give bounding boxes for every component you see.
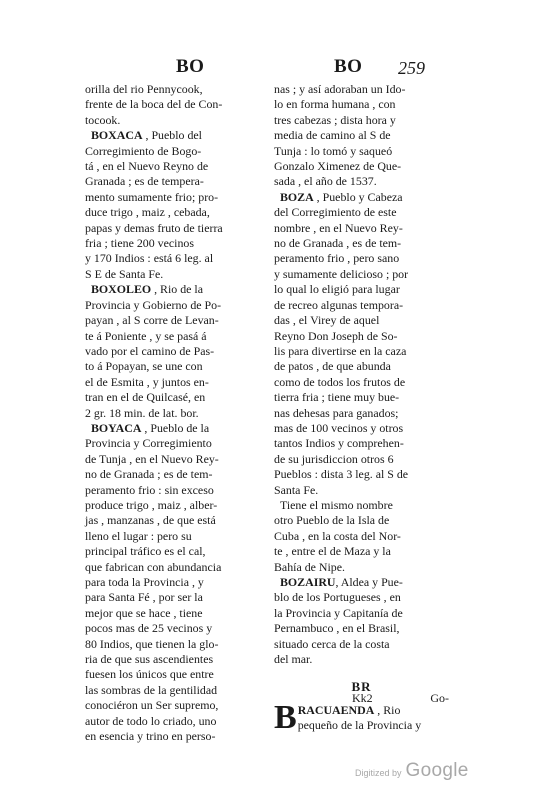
entry-line: to á Popayan, se une con [85,359,203,374]
entry-line: de patos , de que abunda [274,359,391,374]
dictionary-entry [274,82,449,190]
entry-headword: BOXOLEO [91,282,152,297]
entry-line-text: , Pueblo del [142,128,202,143]
entry-line: mas de 100 vecinos y otros [274,420,404,435]
entry-line [85,421,268,436]
dictionary-entry [274,498,449,575]
entry-line: situado cerca de la costa [274,636,390,651]
entry-line: tá , en el Nuevo Reyno de [85,159,209,174]
entry-line: el de Esmita , y juntos en- [85,374,209,389]
entry-line: autor de todo lo criado, uno [85,713,217,728]
dictionary-entry [85,282,268,421]
entry-line: 2 gr. 18 min. de lat. bor. [85,405,199,420]
dictionary-entry [85,82,268,128]
entry-line: Reyno Don Joseph de So- [274,328,398,343]
entry-line: peramento frio : sin exceso [85,482,214,497]
entry-line: no de Granada ; es de tem- [85,467,213,482]
entry-line: Tiene el mismo nombre [280,497,393,512]
entry-line: ria de que sus ascendientes [85,652,214,667]
entry-line [85,128,268,143]
entry-line: orilla del rio Pennycook, [85,82,203,96]
entry-line: en esencia y trino en perso- [85,729,216,744]
entry-headword: BOZAIRU [280,575,336,589]
dictionary-entry [274,190,449,498]
entry-line: mento sumamente frio; pro- [85,189,219,204]
entry-line: fuesen los únicos que entre [85,667,214,682]
entry-line: Corregimiento de Bogo- [85,143,202,158]
entry-line [274,190,449,205]
entry-line: Pernambuco , en el Brasil, [274,621,400,636]
entry-headword: BOYACA [91,420,142,435]
entry-line [85,282,268,297]
watermark-prefix: Digitized by [355,768,402,778]
entry-line-text: , Rio [374,702,401,717]
entry-line: pocos mas de 25 vecinos y [85,621,213,636]
google-logo: Google [405,760,469,781]
entry-line: como de todos los frutos de [274,374,406,389]
entry-line: del mar. [274,652,313,667]
entry-line [274,575,449,590]
entry-headword: BOZA [280,189,314,204]
entry-line: para toda la Provincia , y [85,575,204,589]
entry-line: 80 Indios, que tienen la glo- [85,636,219,651]
entry-line: S E de Santa Fe. [85,266,164,281]
entry-line: Bahía de Nipe. [274,559,345,574]
dictionary-entry [85,128,268,282]
entry-line: mejor que se hace , tiene [85,605,203,620]
entry-line: vado por el camino de Pas- [85,343,215,358]
catchword: Go- [430,691,449,705]
entry-line: Gonzalo Ximenez de Que- [274,159,402,174]
entry-line: lo en forma humana , con [274,97,396,112]
entry-line: del Corregimiento de este [274,205,397,220]
entry-line-text: , Pueblo de la [141,420,210,435]
entry-line: papas y demas fruto de tierra [85,220,223,235]
dictionary-entry [85,421,268,745]
drop-cap-letter: B [274,698,297,736]
entry-line: payan , al S corre de Levan- [85,313,219,328]
entry-line: de Tunja , en el Nuevo Rey- [85,451,219,466]
entry-line: nombre , en el Nuevo Rey- [274,220,403,235]
entry-line: tres cabezas ; dista hora y [274,112,396,127]
entry-line: lis para divertirse en la caza [274,343,407,358]
entry-line: para Santa Fé , por ser la [85,590,203,605]
entry-line: sada , el año de 1537. [274,174,377,189]
running-head [0,56,539,86]
entry-line: duce trigo , maiz , cebada, [85,205,210,220]
entry-headword: BOXACA [91,128,143,143]
section-heading-br: BR [351,679,372,695]
entry-line: frente de la boca del de Con- [85,97,223,112]
entry-line: otro Pueblo de la Isla de [274,513,390,528]
entry-line: de recreo algunas tempora- [274,297,404,312]
entry-line: las sombras de la gentilidad [85,682,218,697]
running-head-right: BO [334,56,363,77]
right-column [274,82,449,734]
right-column-entries [274,82,449,667]
entry-line: te , entre el de Maza y la [274,544,391,559]
entry-line: principal tráfico es el cal, [85,544,206,559]
dictionary-entry [274,575,449,667]
entry-line: te á Poniente , y se pasá á [85,328,207,343]
entry-line: Provincia y Gobierno de Po- [85,297,222,312]
entry-line: tran en el de Quilcasé, en [85,390,206,405]
page-number: 259 [398,58,425,78]
running-head-left: BO [176,56,205,77]
entry-line: nas dehesas para ganados; [274,405,399,420]
entry-line: Santa Fe. [274,482,319,497]
entry-line: de su jurisdiccion otros 6 [274,451,394,466]
entry-line: y 170 Indios : está 6 leg. al [85,251,214,266]
entry-line: conociéron un Ser supremo, [85,698,219,713]
entry-line: Tunja : lo tomó y saqueó [274,143,393,158]
entry-line: Provincia y Corregimiento [85,436,212,451]
left-column [85,82,268,744]
entry-line: peramento frio , pero sano [274,251,400,266]
entry-line: tocook. [85,112,121,127]
entry-line: que fabrican con abundancia [85,559,222,574]
entry-line: jas , manzanas , de que está [85,513,216,528]
entry-line: la Provincia y Capitanía de [274,605,403,620]
entry-line: pequeño de la Provincia y [297,718,422,733]
entry-headword: RACUAENDA [297,702,375,717]
digitized-by-google-watermark [355,760,469,782]
entry-line: y sumamente delicioso ; por [274,266,409,281]
entry-line: blo de los Portugueses , en [274,590,401,605]
entry-line: tantos Indios y comprehen- [274,436,404,451]
entry-line: nas ; y así adoraban un Ido- [274,82,406,96]
entry-line: fria ; tiene 200 vecinos [85,236,194,251]
entry-line: media de camino al S de [274,128,391,143]
entry-line: lo qual lo eligió para lugar [274,282,400,297]
entry-line: Granada ; es de tempera- [85,174,204,189]
entry-line-text: , Pueblo y Cabeza [313,189,403,204]
signature-mark: Kk2 [352,691,373,705]
entry-line: Cuba , en la costa del Nor- [274,528,401,543]
entry-line: Pueblos : dista 3 leg. al S de [274,467,409,482]
entry-line-text: , Rio de la [151,282,203,297]
entry-line: lleno el lugar : pero su [85,528,192,543]
entry-line: produce trigo , maiz , alber- [85,497,218,512]
entry-line: tierra fria ; tiene muy bue- [274,390,400,405]
entry-line: das , el Virey de aquel [274,313,380,328]
entry-line: no de Granada , es de tem- [274,236,402,251]
entry-line-text: , Aldea y Pue- [335,575,403,589]
